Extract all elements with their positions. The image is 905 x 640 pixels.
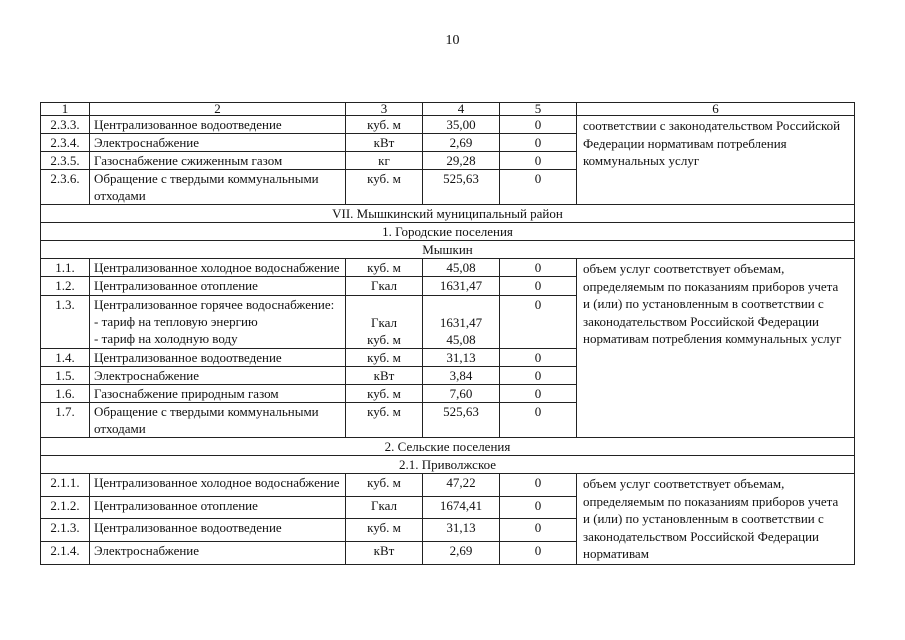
row-number: 1.3. <box>41 295 90 348</box>
district-heading: VII. Мышкинский муниципальный район <box>41 205 855 223</box>
zero-value: 0 <box>500 116 577 134</box>
value: 3,84 <box>423 367 500 385</box>
value: 45,08 <box>423 259 500 277</box>
value: 29,28 <box>423 152 500 170</box>
row-number: 2.1.1. <box>41 474 90 497</box>
value-water: 45,08 <box>446 332 476 347</box>
settlement-heading: Мышкин <box>41 241 855 259</box>
value: 47,22 <box>423 474 500 497</box>
zero-value: 0 <box>500 134 577 152</box>
service-name: Централизованное холодное водоснабжение <box>90 259 346 277</box>
service-name: Централизованное водоотведение <box>90 116 346 134</box>
value: 2,69 <box>423 134 500 152</box>
tariff-table <box>40 102 855 565</box>
section-row <box>41 223 855 241</box>
table-row <box>41 116 855 134</box>
service-name: Газоснабжение природным газом <box>90 385 346 403</box>
value: 31,13 <box>423 519 500 542</box>
header-row <box>41 103 855 116</box>
zero-value: 0 <box>500 519 577 542</box>
row-number: 1.1. <box>41 259 90 277</box>
value: 35,00 <box>423 116 500 134</box>
unit: кВт <box>346 134 423 152</box>
unit: куб. м <box>346 170 423 205</box>
zero-value: 0 <box>500 496 577 519</box>
header-cell: 3 <box>346 103 423 116</box>
page-number: 10 <box>445 33 460 48</box>
unit-water: куб. м <box>367 332 401 347</box>
note-cell: объем услуг соответствует объемам, определяемым по показаниям приборов учета и (или) по установленным в соответствии с законодательством Российской Федерации нормативам потребления коммунальных услуг <box>577 259 855 349</box>
settlement-heading: 2.1. Приволжское <box>41 456 855 474</box>
service-name: Обращение с твердыми коммунальными отходами <box>90 170 346 205</box>
service-name: Централизованное отопление <box>90 496 346 519</box>
value: 1674,41 <box>423 496 500 519</box>
table-row <box>41 259 855 277</box>
header-cell: 1 <box>41 103 90 116</box>
service-name: Электроснабжение <box>90 541 346 564</box>
unit: куб. м <box>346 403 423 438</box>
zero-value: 0 <box>500 367 577 385</box>
unit: кг <box>346 152 423 170</box>
service-name: Электроснабжение <box>90 367 346 385</box>
unit: Гкал <box>346 496 423 519</box>
row-number: 2.1.4. <box>41 541 90 564</box>
zero-value: 0 <box>500 541 577 564</box>
service-name: Газоснабжение сжиженным газом <box>90 152 346 170</box>
note-cell: объем услуг соответствует объемам, определяемым по показаниям приборов учета и (или) по установленным в соответствии с законодательством Российской Федерации нормативам <box>577 474 855 565</box>
value-heat: 1631,47 <box>439 315 483 330</box>
service-name: Централизованное отопление <box>90 277 346 295</box>
unit: куб. м <box>346 116 423 134</box>
row-number: 2.1.3. <box>41 519 90 542</box>
zero-value: 0 <box>500 259 577 277</box>
note-continuation <box>577 349 855 438</box>
row-number: 2.3.4. <box>41 134 90 152</box>
zero-value: 0 <box>500 277 577 295</box>
urban-heading: 1. Городские поселения <box>41 223 855 241</box>
service-subitem: - тариф на тепловую энергию <box>94 313 258 329</box>
zero-value: 0 <box>500 403 577 438</box>
service-name: Обращение с твердыми коммунальными отходами <box>90 403 346 438</box>
row-number: 2.1.2. <box>41 496 90 519</box>
unit: куб. м <box>346 349 423 367</box>
value: 31,13 <box>423 349 500 367</box>
unit <box>346 295 423 348</box>
zero-value: 0 <box>500 170 577 205</box>
unit: Гкал <box>346 277 423 295</box>
zero-value: 0 <box>500 152 577 170</box>
rural-heading: 2. Сельские поселения <box>41 438 855 456</box>
service-name: Электроснабжение <box>90 134 346 152</box>
row-number: 1.4. <box>41 349 90 367</box>
value: 7,60 <box>423 385 500 403</box>
zero-value: 0 <box>500 349 577 367</box>
header-cell: 2 <box>90 103 346 116</box>
row-number: 1.5. <box>41 367 90 385</box>
row-number: 1.7. <box>41 403 90 438</box>
zero-value: 0 <box>500 474 577 497</box>
unit: куб. м <box>346 385 423 403</box>
unit: куб. м <box>346 474 423 497</box>
service-name: Централизованное холодное водоснабжение <box>90 474 346 497</box>
unit: куб. м <box>346 519 423 542</box>
unit: кВт <box>346 367 423 385</box>
unit: кВт <box>346 541 423 564</box>
header-cell: 5 <box>500 103 577 116</box>
row-number: 1.2. <box>41 277 90 295</box>
header-cell: 4 <box>423 103 500 116</box>
table-row <box>41 474 855 497</box>
header-cell: 6 <box>577 103 855 116</box>
service-name: Централизованное водоотведение <box>90 519 346 542</box>
service-subitem: - тариф на холодную воду <box>94 330 238 346</box>
value: 525,63 <box>423 170 500 205</box>
unit: куб. м <box>346 259 423 277</box>
table-row <box>41 349 855 367</box>
zero-value: 0 <box>500 385 577 403</box>
row-number: 2.3.5. <box>41 152 90 170</box>
value: 525,63 <box>423 403 500 438</box>
note-cell: соответствии с законодательством Российской Федерации нормативам потребления коммунальных услуг <box>577 116 855 205</box>
section-row <box>41 438 855 456</box>
unit-heat: Гкал <box>370 315 397 330</box>
value <box>423 295 500 348</box>
row-number: 2.3.6. <box>41 170 90 205</box>
service-name <box>90 295 346 348</box>
value: 1631,47 <box>423 277 500 295</box>
section-row <box>41 205 855 223</box>
service-name-main: Централизованное горячее водоснабжение: <box>94 296 335 312</box>
row-number: 2.3.3. <box>41 116 90 134</box>
zero-value: 0 <box>500 295 577 348</box>
value: 2,69 <box>423 541 500 564</box>
service-name: Централизованное водоотведение <box>90 349 346 367</box>
row-number: 1.6. <box>41 385 90 403</box>
section-row <box>41 241 855 259</box>
section-row <box>41 456 855 474</box>
